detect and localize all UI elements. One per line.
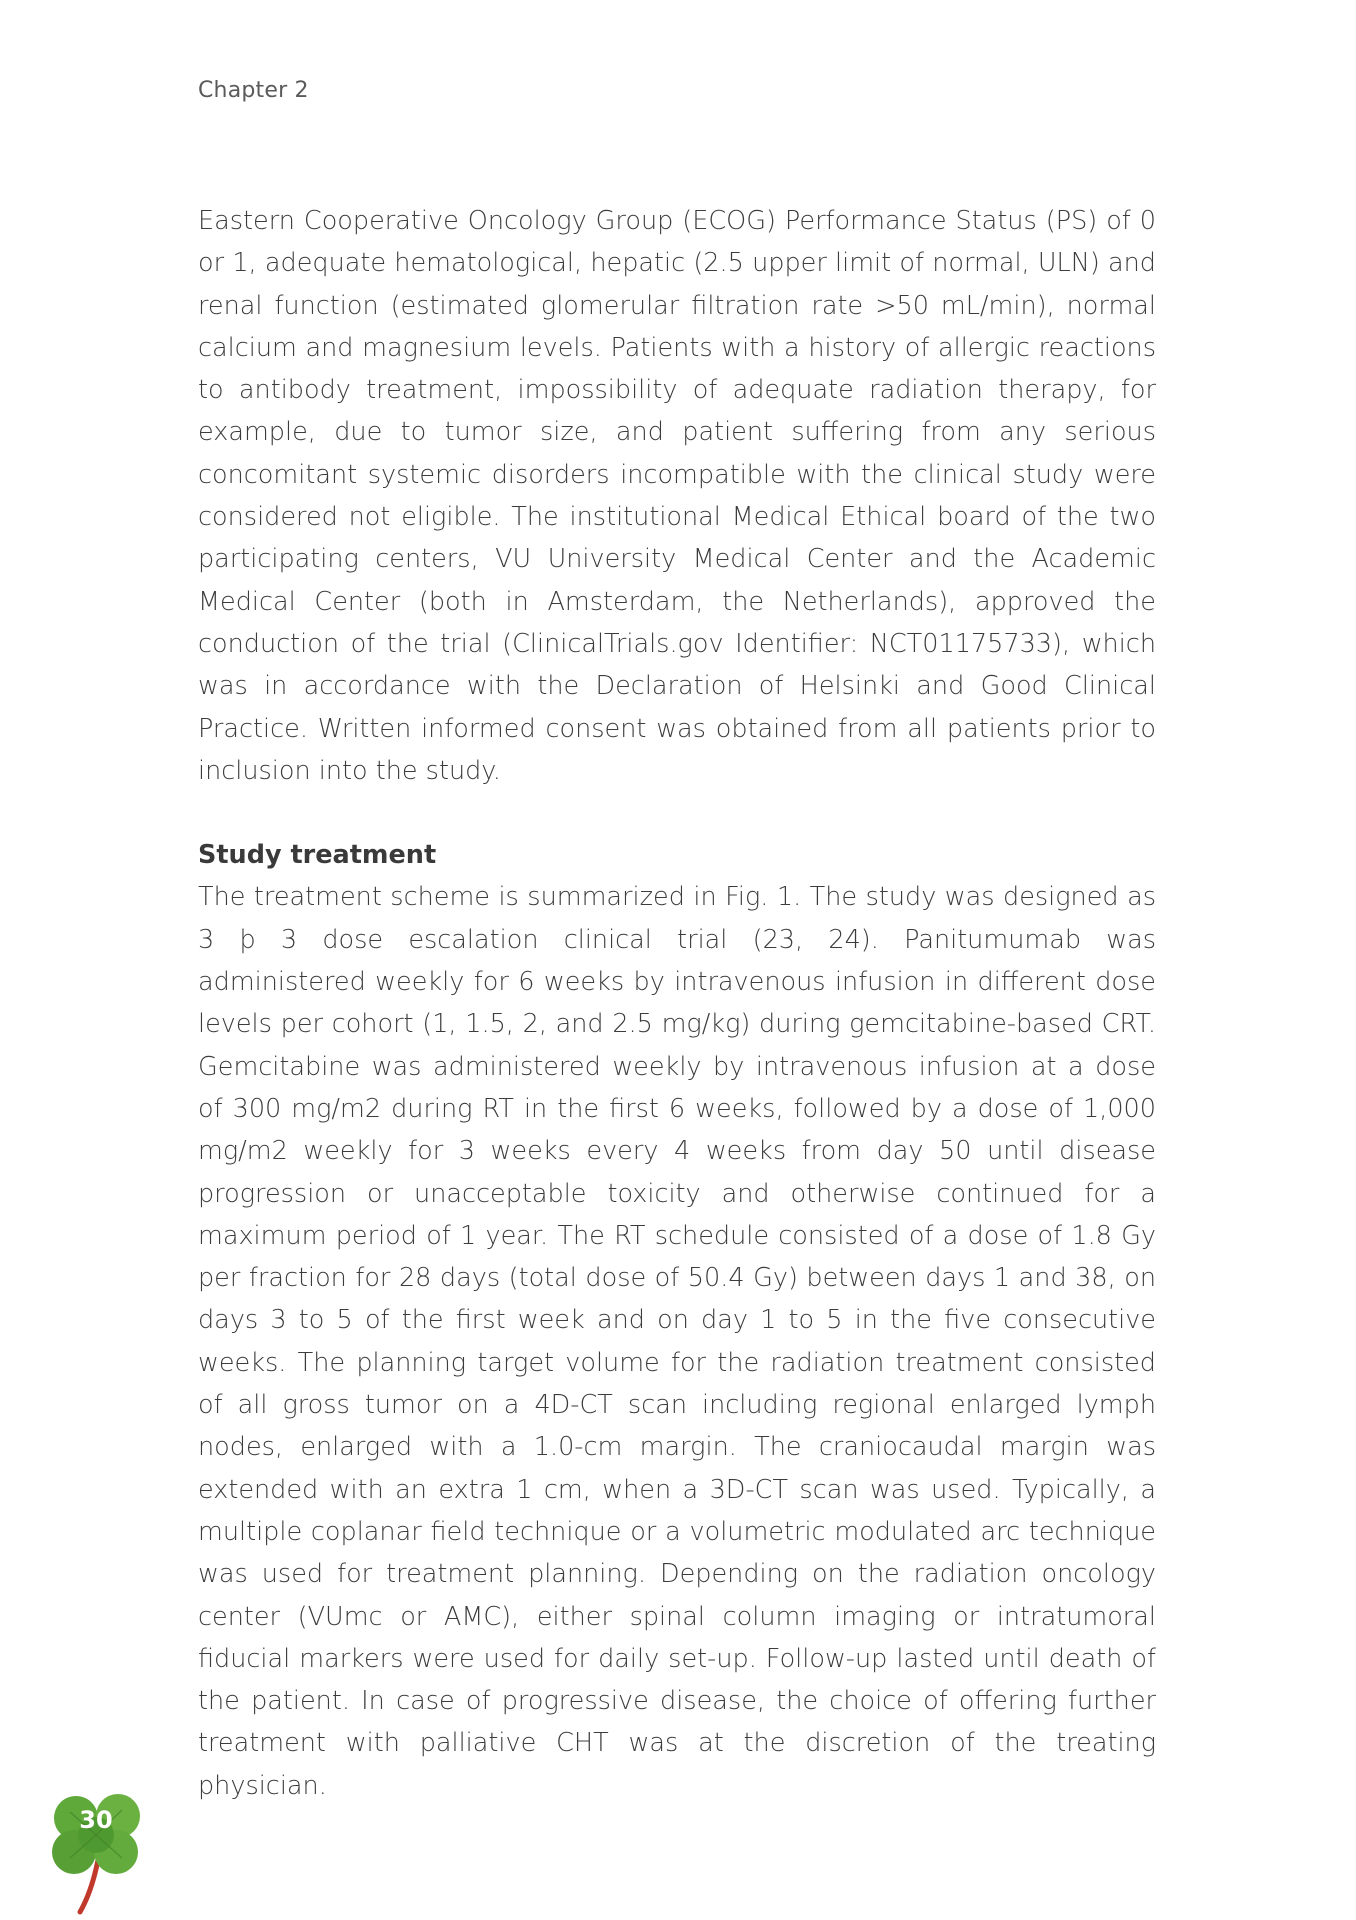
body-paragraph-study-treatment: The treatment scheme is summarized in Fig. 1. The study was designed as 3 þ 3 dose escalation clinical trial (23, 24). Panitumumab was administered weekly for 6 weeks by intravenous infusion in different dose levels per cohort (1, 1.5, 2, and 2.5 mg/kg) during gemcitabine-based CRT. Gemcitabine was administered weekly by intravenous infusion at a dose of 300 mg/m2 during RT in the first 6 weeks, followed by a dose of 1,000 mg/m2 weekly for 3 weeks every 4 weeks from day 50 until disease progression or unacceptable toxicity and otherwise continued for a maximum period of 1 year. The RT schedule consisted of a dose of 1.8 Gy per fraction for 28 days (total dose of 50.4 Gy) between days 1 and 38, on days 3 to 5 of the first week and on day 1 to 5 in the five consecutive weeks. The planning target volume for the radiation treatment consisted of all gross tumor on a 4D-CT scan including regional enlarged lymph nodes, enlarged with a 1.0-cm margin. The craniocaudal margin was extended with an extra 1 cm, when a 3D-CT scan was used. Typically, a multiple coplanar field technique or a volumetric modulated arc technique was used for treatment planning. Depending on the radiation oncology center (VUmc or AMC), either spinal column imaging or intratumoral fiducial markers were used for daily set-up. Follow-up lasted until death of the patient. In case of progressive disease, the choice of offering further treatment with palliative CHT was at the discretion of the treating physician. — [198, 882, 1156, 1801]
document-body — [198, 200, 1156, 1807]
page-number-badge — [50, 1790, 150, 1915]
running-header: Chapter 2 — [198, 78, 309, 103]
page-number: 30 — [79, 1806, 113, 1834]
section-heading-study-treatment: Study treatment — [198, 840, 437, 871]
body-paragraph-eligibility: Eastern Cooperative Oncology Group (ECOG) Performance Status (PS) of 0 or 1, adequate hematological, hepatic (2.5 upper limit of normal, ULN) and renal function (estimated glomerular filtration rate >50 mL/min), normal calcium and magnesium levels. Patients with a history of allergic reactions to antibody treatment, impossibility of adequate radiation therapy, for example, due to tumor size, and patient suffering from any serious concomitant systemic disorders incompatible with the clinical study were considered not eligible. The institutional Medical Ethical board of the two participating centers, VU University Medical Center and the Academic Medical Center (both in Amsterdam, the Netherlands), approved the conduction of the trial (ClinicalTrials.gov Identifier: NCT01175733), which was in accordance with the Declaration of Helsinki and Good Clinical Practice. Written informed consent was obtained from all patients prior to inclusion into the study. — [198, 206, 1156, 786]
